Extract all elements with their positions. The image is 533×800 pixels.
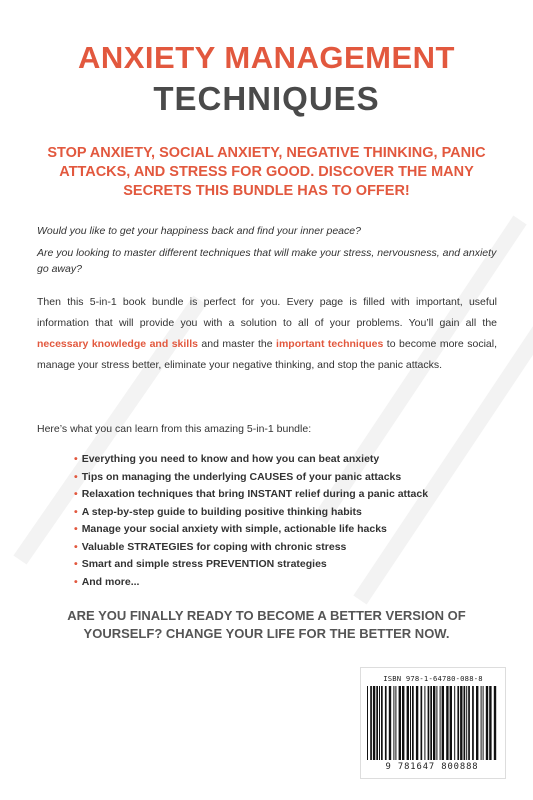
bullet-icon: • xyxy=(74,523,78,535)
list-item: • And more... xyxy=(74,575,140,588)
subheading: STOP ANXIETY, SOCIAL ANXIETY, NEGATIVE THINKING, PANIC ATTACKS, AND STRESS FOR GOOD. DISCOVER THE MANY SECRETS THIS BUNDLE HAS TO OFFER! xyxy=(47,145,486,199)
benefits-list xyxy=(74,451,494,591)
call-to-action: ARE YOU FINALLY READY TO BECOME A BETTER VERSION OF YOURSELF? CHANGE YOUR LIFE FOR THE BETTER NOW. xyxy=(67,608,466,641)
book-title-line2: TECHNIQUES xyxy=(153,80,380,117)
barcode-icon xyxy=(367,686,497,760)
bullet-icon: • xyxy=(74,470,78,483)
body-text-2: and master the xyxy=(197,338,277,350)
bullet-icon: • xyxy=(74,505,78,518)
bullet-icon: • xyxy=(74,540,78,553)
highlight-important-techniques: important techniques xyxy=(276,338,384,350)
list-item: • Valuable STRATEGIES for coping with chronic stress xyxy=(74,540,347,553)
list-item: • Relaxation techniques that bring INSTANT relief during a panic attack xyxy=(74,488,429,500)
question-2: Are you looking to master different techniques that will make your stress, nervousness, and anxiety go away? xyxy=(37,247,497,275)
isbn-label: ISBN 978-1-64780-088-8 xyxy=(383,674,483,683)
barcode-number: 9 781647 800888 xyxy=(385,762,479,772)
book-title-line1: ANXIETY MANAGEMENT xyxy=(77,40,455,75)
body-text-1: Then this 5-in-1 book bundle is perfect for you. Every page is filled with important, useful information that will provide you with a solution to all of your problems. You’ll gain all the xyxy=(37,296,497,329)
list-item: • Everything you need to know and how you can beat anxiety xyxy=(74,453,380,465)
list-item: • Smart and simple stress PREVENTION strategies xyxy=(74,558,327,570)
question-1: Would you like to get your happiness back and find your inner peace? xyxy=(37,225,361,237)
highlight-knowledge-skills: necessary knowledge and skills xyxy=(37,338,198,350)
body-text-3: to become more social, manage your stress better, eliminate your negative thinking, and stop the panic attacks. xyxy=(37,338,497,371)
list-intro: Here’s what you can learn from this amazing 5-in-1 bundle: xyxy=(37,423,312,435)
bullet-icon: • xyxy=(74,575,78,588)
body-paragraph xyxy=(37,292,497,376)
list-item: • Manage your social anxiety with simple, actionable life hacks xyxy=(74,523,387,535)
list-item: • A step-by-step guide to building positive thinking habits xyxy=(74,505,362,518)
bullet-icon: • xyxy=(74,558,78,570)
bullet-icon: • xyxy=(74,453,78,465)
bullet-icon: • xyxy=(74,488,78,500)
list-item: • Tips on managing the underlying CAUSES of your panic attacks xyxy=(74,470,402,483)
